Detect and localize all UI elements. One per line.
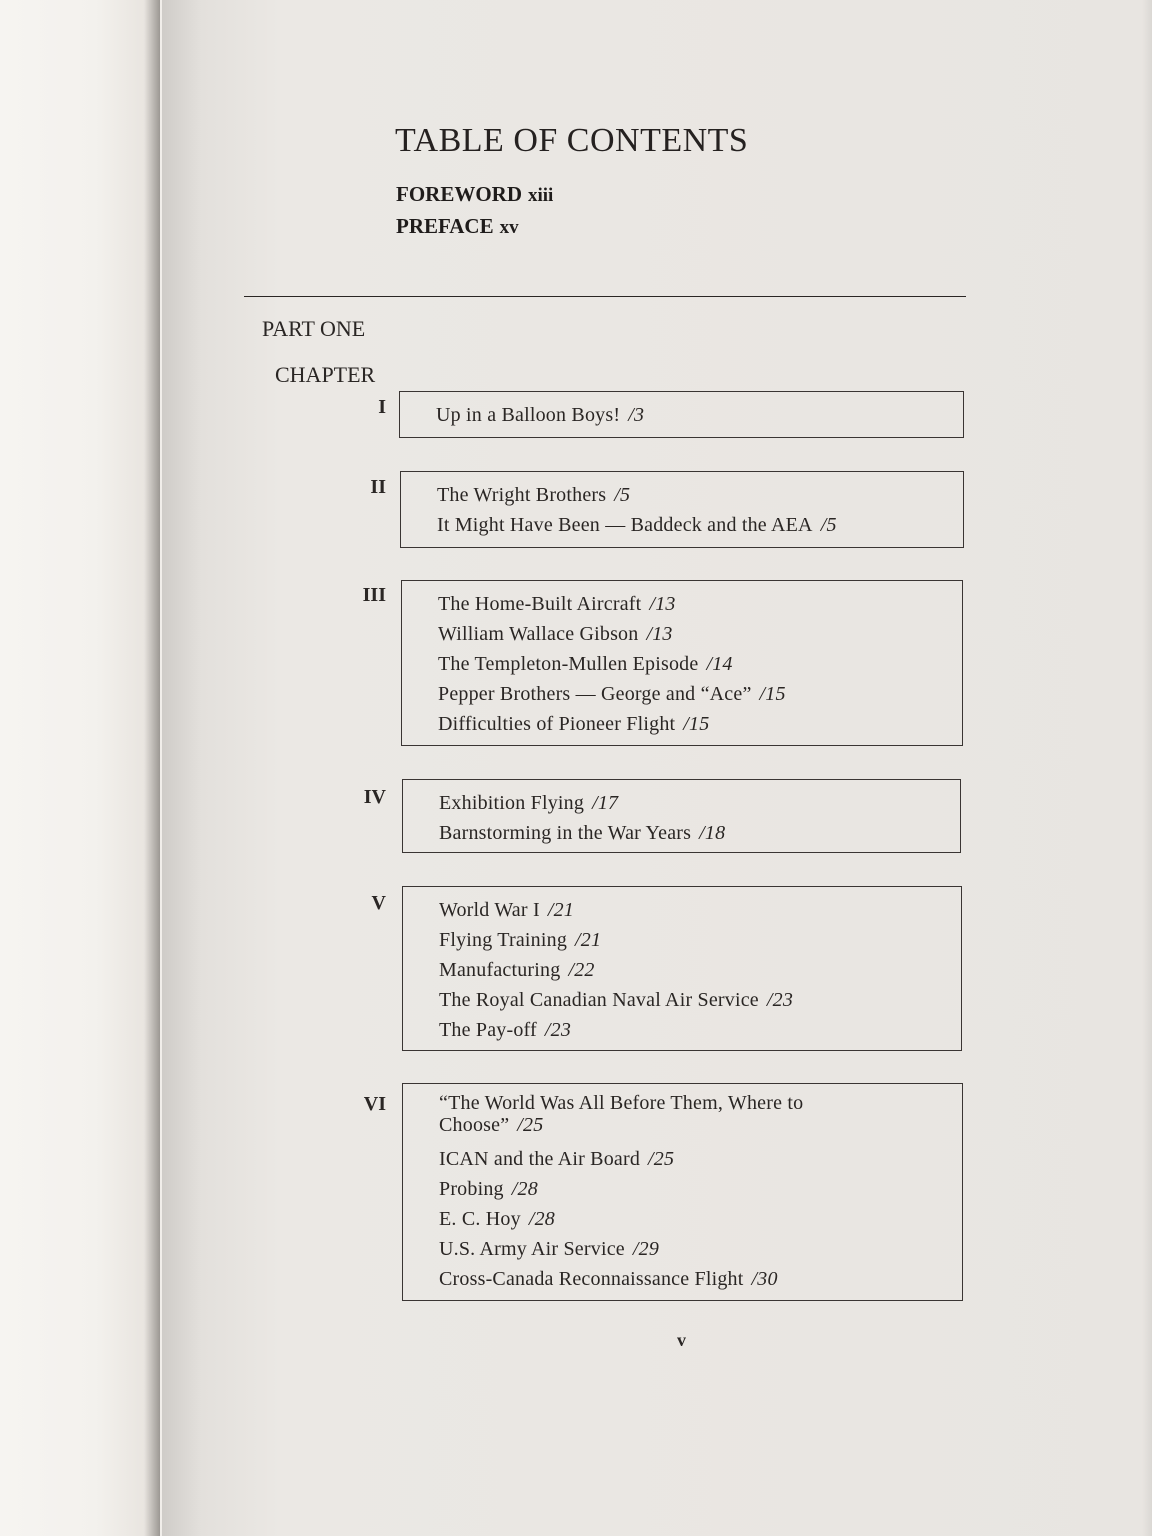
section-divider [244,296,966,297]
entry-title: Exhibition Flying [439,792,585,814]
entry-title: ICAN and the Air Board [439,1148,641,1170]
entry-page: /14 [706,653,733,675]
entry-page: /3 [628,404,645,426]
toc-entry [439,895,961,925]
chapter-numeral: I [378,396,386,418]
front-matter-foreword [396,182,553,207]
chapter-numeral: VI [363,1093,386,1115]
toc-entry [438,649,962,679]
entry-page: /13 [649,593,676,615]
page-edge-shadow [1142,0,1152,1536]
entry-title: Manufacturing [439,959,561,981]
page-number: v [677,1330,686,1350]
entry-title: It Might Have Been — Baddeck and the AEA [437,514,813,536]
page-title: TABLE OF CONTENTS [395,122,749,159]
toc-entry [437,510,963,540]
toc-entry [439,1092,962,1136]
chapter-box [399,391,964,438]
entry-page: /5 [614,484,631,506]
entry-page: /23 [544,1019,572,1041]
entry-page: /21 [547,899,574,921]
entry-title: “The World Was All Before Them, Where to Choose” [439,1092,804,1136]
entry-page: /30 [751,1268,778,1290]
chapter-box [402,886,962,1051]
toc-entry [439,955,961,985]
chapter-box [402,1083,963,1301]
toc-entry [439,1264,962,1294]
chapter-numeral: IV [363,786,386,808]
entry-title: World War I [439,899,540,921]
toc-entry [436,400,963,430]
toc-entry [439,985,961,1015]
chapter-box [400,471,964,548]
entry-title: Cross-Canada Reconnaissance Flight [439,1268,744,1290]
toc-entry [439,1174,962,1204]
entry-title: Up in a Balloon Boys! [436,404,621,426]
book-page [162,0,1152,1536]
entry-title: Difficulties of Pioneer Flight [438,713,676,735]
entry-page: /13 [646,623,673,645]
entry-title: The Wright Brothers [437,484,607,506]
entry-page: /5 [820,514,837,536]
entry-page: /28 [511,1178,538,1200]
entry-title: U.S. Army Air Service [439,1238,625,1260]
entry-title: The Pay-off [439,1019,537,1041]
entry-page: /18 [699,822,726,844]
chapter-numeral: III [362,584,386,606]
entry-title: Probing [439,1178,504,1200]
toc-entry [439,1204,962,1234]
entry-title: Pepper Brothers — George and “Ace” [438,683,752,705]
entry-page: /17 [592,792,619,814]
entry-title: Barnstorming in the War Years [439,822,692,844]
entry-title: The Templeton-Mullen Episode [438,653,699,675]
toc-entry [439,1144,962,1174]
entry-page: /25 [517,1114,544,1136]
toc-entry [438,709,962,739]
entry-page: /15 [759,683,786,705]
facing-page-edge [0,0,160,1536]
toc-entry [439,1234,962,1264]
toc-entry [438,619,962,649]
front-matter-label: FOREWORD [396,182,522,206]
toc-entry [439,925,961,955]
entry-page: /29 [632,1238,660,1260]
chapter-column-label: CHAPTER [275,362,376,387]
toc-entry [437,480,963,510]
entry-page: /25 [648,1148,675,1170]
toc-entry [438,589,962,619]
entry-page: /21 [575,929,602,951]
chapter-numeral: II [370,476,386,498]
entry-title: The Home-Built Aircraft [438,593,642,615]
toc-entry [439,788,960,818]
chapter-box [401,580,963,746]
entry-title: The Royal Canadian Naval Air Service [439,989,759,1011]
toc-entry [439,1015,961,1045]
entry-page: /23 [766,989,794,1011]
front-matter-page: xv [499,217,519,238]
entry-title: Flying Training [439,929,568,951]
entry-page: /28 [528,1208,555,1230]
front-matter-preface [396,214,519,239]
toc-entry [438,679,962,709]
entry-page: /22 [568,959,595,981]
chapter-numeral: V [371,892,386,914]
part-label: PART ONE [262,316,366,341]
entry-page: /15 [683,713,710,735]
toc-entry [439,818,960,848]
entry-title: E. C. Hoy [439,1208,521,1230]
front-matter-page: xiii [528,185,554,206]
front-matter-label: PREFACE [396,214,494,238]
entry-title: William Wallace Gibson [438,623,639,645]
chapter-box [402,779,961,853]
